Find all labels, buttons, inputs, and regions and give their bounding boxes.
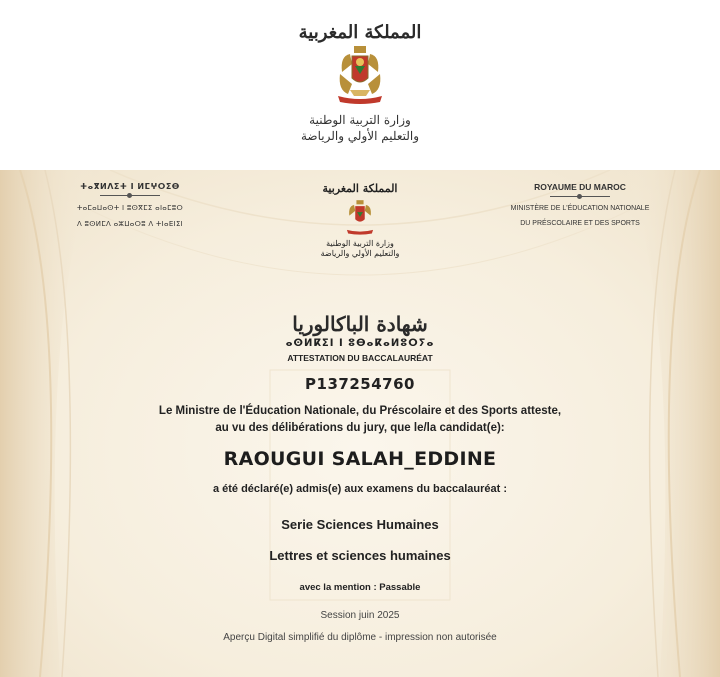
minister-statement [0, 403, 720, 437]
ministry-fr-line2: DU PRÉSCOLAIRE ET DES SPORTS [520, 220, 640, 227]
certificate-title-fr: ATTESTATION DU BACCALAURÉAT [287, 353, 433, 363]
certificate [0, 170, 720, 677]
certificate-code: P137254760 [305, 375, 415, 393]
session-label: Session juin 2025 [320, 610, 400, 621]
kingdom-title-ar: المملكة المغربية [298, 22, 422, 43]
ministry-line1: وزارة التربية الوطنية [309, 113, 411, 127]
minister-statement-line1: Le Ministre de l'Éducation Nationale, du Préscolaire et des Sports atteste, [158, 405, 562, 417]
declared-statement: a été déclaré(e) admis(e) aux examens du baccalauréat : [212, 483, 508, 495]
top-header [0, 0, 720, 170]
header-center [300, 182, 420, 259]
divider [100, 195, 160, 196]
minister-statement-line2: au vu des délibérations du jury, que le/la candidat(e): [215, 422, 505, 434]
candidate-name: RAOUGUI SALAH_EDDINE [223, 448, 497, 470]
mention-label: avec la mention : Passable [299, 582, 421, 593]
ministry-ar-small [300, 239, 420, 259]
apercu-notice: Aperçu Digital simplifié du diplôme - impression non autorisée [223, 632, 497, 643]
kingdom-tifinagh: ⵜⴰⴳⵍⴷⵉⵜ ⵏ ⵍⵎⵖⵔⵉⴱ [80, 182, 180, 191]
ministry-tifinagh-line2: ⴷ ⵓⵙⵍⵎⴷ ⴰⵣⵡⴰⵔⵓ ⴷ ⵜⵏⴰⴹⵏⵉⵏ [76, 220, 184, 228]
certificate-title-ar: شهادة الباكالوريا [292, 312, 428, 336]
ministry-ar-small-line2: والتعليم الأولي والرياضة [320, 249, 400, 258]
divider [550, 196, 610, 197]
kingdom-fr: ROYAUME DU MAROC [534, 182, 626, 192]
ministry-ar-small-line1: وزارة التربية الوطنية [326, 239, 394, 248]
kingdom-title-ar-small: المملكة المغربية [322, 182, 398, 195]
header-right-fr [500, 182, 660, 227]
ministry-name-ar [0, 112, 720, 144]
certificate-title-tifinagh: ⴰⵙⵍⴽⵉⵏ ⵏ ⵓⴱⴰⴽⴰⵍⵓⵔⵢⴰ [285, 338, 435, 349]
header-left-tifinagh [60, 182, 200, 228]
filiere-label: Lettres et sciences humaines [269, 548, 451, 563]
ministry-tifinagh-line1: ⵜⴰⵎⴰⵡⴰⵙⵜ ⵏ ⵓⵙⴳⵎⵉ ⴰⵏⴰⵎⵓⵔ [76, 204, 184, 212]
moroccan-coat-of-arms-icon [330, 44, 390, 108]
moroccan-coat-of-arms-icon [342, 199, 378, 237]
ministry-line2: والتعليم الأولي والرياضة [300, 129, 420, 143]
ministry-fr-line1: MINISTÈRE DE L'ÉDUCATION NATIONALE [510, 205, 650, 212]
serie-label: Serie Sciences Humaines [281, 517, 439, 532]
